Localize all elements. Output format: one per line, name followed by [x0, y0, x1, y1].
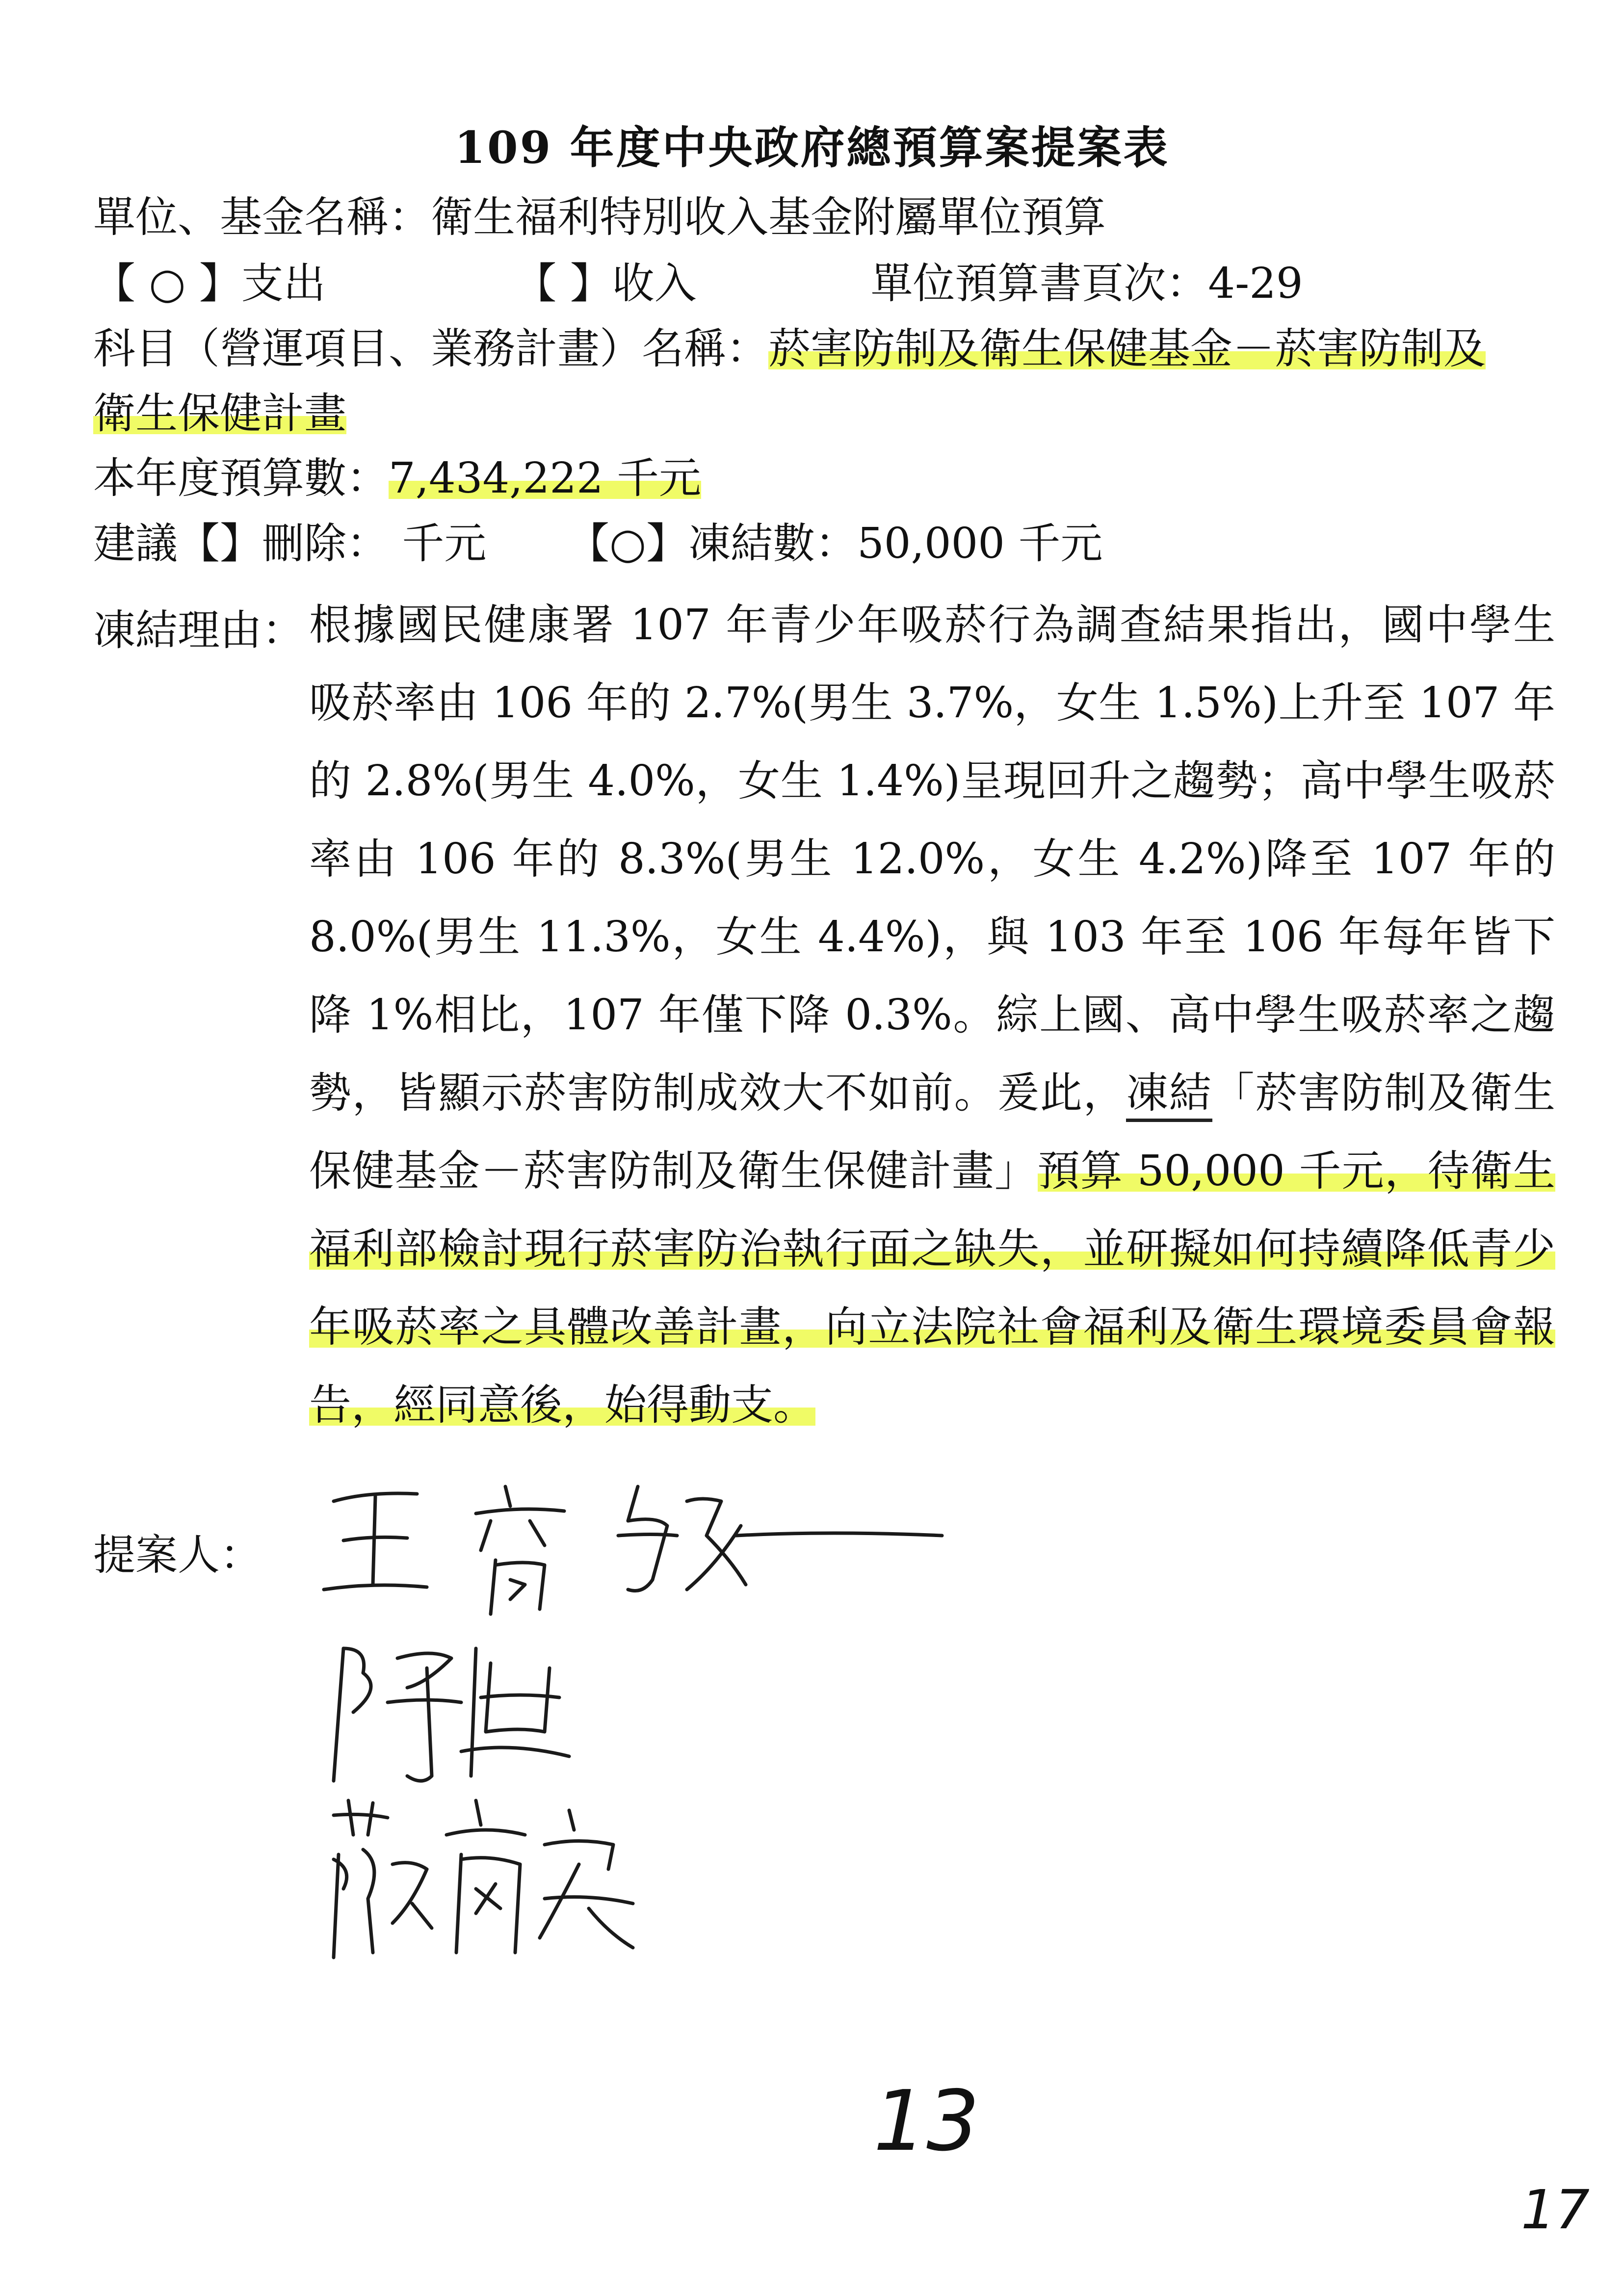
budget-label: 本年度預算數： — [93, 454, 389, 503]
signature-1 — [314, 1467, 962, 1629]
income-option: 【 】收入 — [514, 259, 697, 308]
reason-body — [309, 586, 1555, 1444]
signature-3 — [314, 1791, 657, 1967]
subject-label: 科目（營運項目、業務計畫）名稱： — [93, 324, 768, 373]
reason-freeze-word: 凍結 — [1126, 1069, 1212, 1122]
budget-line — [93, 454, 702, 503]
suggestion-line — [93, 519, 1103, 568]
expense-option: 【 ○ 】支出 — [93, 259, 326, 308]
subject-line-2 — [93, 389, 346, 438]
budget-page-ref: 單位預算書頁次：4-29 — [870, 259, 1303, 308]
subject-name-part1: 菸害防制及衛生保健基金－菸害防制及 — [768, 324, 1486, 373]
reason-highlight: 預算 50,000 千元，待衛生福利部檢討現行菸害防治執行面之缺失，並研擬如何持續降低青少年吸菸率之具體改善計畫，向立法院社會福利及衛生環境委員會報告，經同意後，始得動支。 — [309, 1147, 1555, 1430]
page-number: 13 — [873, 2073, 980, 2170]
reason-text-b: 「菸害防制及衛生保健基金－菸害防制及衛生保健計畫」 — [309, 1069, 1556, 1196]
freeze-option: 【○】凍結數：50,000 千元 — [567, 519, 1103, 568]
subject-line — [93, 324, 1486, 373]
signature-2 — [314, 1629, 589, 1791]
budget-value: 7,434,222 千元 — [389, 454, 702, 503]
type-line — [93, 259, 1303, 308]
reason-text-a: 根據國民健康署 107 年青少年吸菸行為調查結果指出，國中學生吸菸率由 106 年的 2.7%(男生 3.7%，女生 1.5%)上升至 107 年的 2.8%(男生 4.0%，女生 1.4%)呈現回升之趨勢；高中學生吸菸率由 106 年的 8.3%(男生 12.0%，女生 4.2%)降至 107 年的 8.0%(男生 11.3%，女生 4.4%)，與 103 年至 106 年每年皆下降 1%相比，107 年僅下降 0.3%。綜上國、高中學生吸菸率之趨勢，皆顯示菸害防制成效大不如前。爰此， — [309, 600, 1555, 1118]
delete-option: 建議【】刪除： 千元 — [93, 519, 487, 568]
page-title: 109 年度中央政府總預算案提案表 — [454, 122, 1170, 174]
subject-name-part2: 衛生保健計畫 — [93, 389, 346, 438]
proposer-label: 提案人： — [93, 1531, 262, 1580]
unit-fund-line: 單位、基金名稱：衛生福利特別收入基金附屬單位預算 — [93, 193, 1106, 242]
reason-label: 凍結理由： — [93, 606, 304, 655]
corner-number: 17 — [1521, 2178, 1590, 2241]
